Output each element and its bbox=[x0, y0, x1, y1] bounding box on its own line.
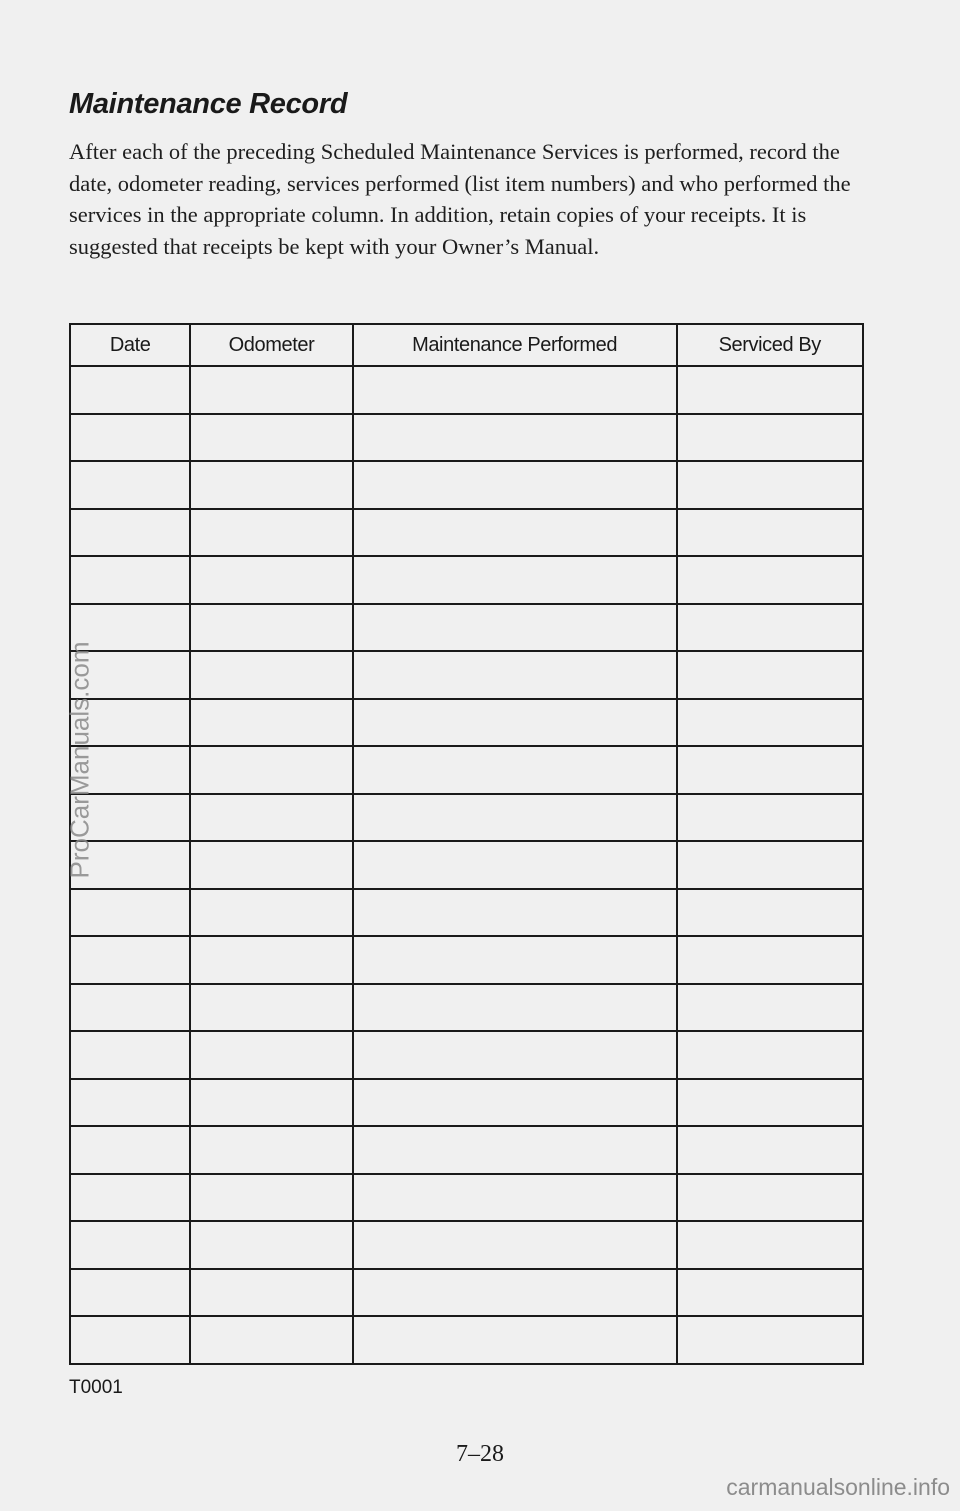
cell-odometer bbox=[190, 1031, 352, 1079]
cell-maintenance-performed bbox=[353, 936, 677, 984]
cell-odometer bbox=[190, 794, 352, 842]
cell-serviced-by bbox=[677, 746, 863, 794]
cell-maintenance-performed bbox=[353, 461, 677, 509]
table-row bbox=[70, 509, 863, 557]
intro-paragraph: After each of the preceding Scheduled Maintenance Services is performed, record the date, odometer reading, services performed (list item numbers) and who performed the services in the appropriate column. In addition, retain copies of your receipts. It is suggested that receipts be kept with your Owner’s Manual. bbox=[69, 139, 851, 259]
cell-serviced-by bbox=[677, 1221, 863, 1269]
cell-serviced-by bbox=[677, 414, 863, 462]
cell-maintenance-performed bbox=[353, 794, 677, 842]
cell-serviced-by bbox=[677, 1031, 863, 1079]
cell-date bbox=[70, 1079, 190, 1127]
cell-serviced-by bbox=[677, 1269, 863, 1317]
cell-maintenance-performed bbox=[353, 556, 677, 604]
cell-maintenance-performed bbox=[353, 604, 677, 652]
figure-code: T0001 bbox=[69, 1377, 123, 1398]
cell-serviced-by bbox=[677, 936, 863, 984]
table-row bbox=[70, 841, 863, 889]
cell-maintenance-performed bbox=[353, 651, 677, 699]
cell-maintenance-performed bbox=[353, 1269, 677, 1317]
table-row bbox=[70, 604, 863, 652]
side-watermark: ProCarManuals.com bbox=[64, 641, 95, 879]
table-row bbox=[70, 746, 863, 794]
cell-serviced-by bbox=[677, 841, 863, 889]
cell-odometer bbox=[190, 936, 352, 984]
cell-odometer bbox=[190, 984, 352, 1032]
table-row bbox=[70, 366, 863, 414]
table-row bbox=[70, 651, 863, 699]
cell-odometer bbox=[190, 699, 352, 747]
table-row bbox=[70, 889, 863, 937]
column-header-maintenance-performed: Maintenance Performed bbox=[353, 324, 677, 366]
table-row bbox=[70, 1031, 863, 1079]
cell-maintenance-performed bbox=[353, 746, 677, 794]
cell-serviced-by bbox=[677, 1079, 863, 1127]
table-row bbox=[70, 794, 863, 842]
cell-maintenance-performed bbox=[353, 1126, 677, 1174]
cell-date bbox=[70, 509, 190, 557]
cell-maintenance-performed bbox=[353, 366, 677, 414]
cell-odometer bbox=[190, 509, 352, 557]
cell-date bbox=[70, 889, 190, 937]
cell-serviced-by bbox=[677, 1174, 863, 1222]
maintenance-record-table bbox=[69, 323, 864, 1365]
table-row bbox=[70, 556, 863, 604]
cell-odometer bbox=[190, 366, 352, 414]
table-row bbox=[70, 699, 863, 747]
cell-serviced-by bbox=[677, 556, 863, 604]
cell-date bbox=[70, 1269, 190, 1317]
cell-date bbox=[70, 1221, 190, 1269]
cell-odometer bbox=[190, 1126, 352, 1174]
cell-serviced-by bbox=[677, 651, 863, 699]
cell-maintenance-performed bbox=[353, 1221, 677, 1269]
table-row bbox=[70, 1221, 863, 1269]
cell-odometer bbox=[190, 414, 352, 462]
cell-odometer bbox=[190, 1174, 352, 1222]
cell-serviced-by bbox=[677, 509, 863, 557]
cell-serviced-by bbox=[677, 461, 863, 509]
table-header-row bbox=[70, 324, 863, 366]
cell-date bbox=[70, 414, 190, 462]
cell-serviced-by bbox=[677, 794, 863, 842]
cell-maintenance-performed bbox=[353, 509, 677, 557]
cell-maintenance-performed bbox=[353, 414, 677, 462]
cell-odometer bbox=[190, 1079, 352, 1127]
cell-date bbox=[70, 984, 190, 1032]
table-row bbox=[70, 461, 863, 509]
column-header-odometer: Odometer bbox=[190, 324, 352, 366]
table-row bbox=[70, 1174, 863, 1222]
cell-maintenance-performed bbox=[353, 841, 677, 889]
footer-watermark: carmanualsonline.info bbox=[726, 1474, 950, 1500]
cell-date bbox=[70, 1316, 190, 1364]
cell-serviced-by bbox=[677, 1316, 863, 1364]
table-row bbox=[70, 414, 863, 462]
cell-date bbox=[70, 461, 190, 509]
cell-maintenance-performed bbox=[353, 984, 677, 1032]
cell-date bbox=[70, 1174, 190, 1222]
table-row bbox=[70, 984, 863, 1032]
cell-date bbox=[70, 1126, 190, 1174]
cell-odometer bbox=[190, 1316, 352, 1364]
cell-odometer bbox=[190, 651, 352, 699]
cell-serviced-by bbox=[677, 604, 863, 652]
cell-serviced-by bbox=[677, 984, 863, 1032]
cell-serviced-by bbox=[677, 366, 863, 414]
column-header-date: Date bbox=[70, 324, 190, 366]
column-header-serviced-by: Serviced By bbox=[677, 324, 863, 366]
page-number: 7–28 bbox=[456, 1441, 504, 1467]
table-body bbox=[70, 366, 863, 1364]
cell-serviced-by bbox=[677, 889, 863, 937]
cell-maintenance-performed bbox=[353, 1174, 677, 1222]
cell-maintenance-performed bbox=[353, 1031, 677, 1079]
cell-odometer bbox=[190, 746, 352, 794]
table-row bbox=[70, 1126, 863, 1174]
cell-serviced-by bbox=[677, 1126, 863, 1174]
cell-maintenance-performed bbox=[353, 889, 677, 937]
cell-maintenance-performed bbox=[353, 699, 677, 747]
table-row bbox=[70, 1316, 863, 1364]
cell-date bbox=[70, 556, 190, 604]
page-title: Maintenance Record bbox=[69, 88, 348, 120]
table-row bbox=[70, 1079, 863, 1127]
cell-odometer bbox=[190, 889, 352, 937]
cell-odometer bbox=[190, 1221, 352, 1269]
cell-maintenance-performed bbox=[353, 1316, 677, 1364]
table-row bbox=[70, 1269, 863, 1317]
cell-odometer bbox=[190, 604, 352, 652]
cell-date bbox=[70, 1031, 190, 1079]
table-row bbox=[70, 936, 863, 984]
cell-date bbox=[70, 366, 190, 414]
cell-maintenance-performed bbox=[353, 1079, 677, 1127]
cell-odometer bbox=[190, 841, 352, 889]
cell-odometer bbox=[190, 461, 352, 509]
cell-serviced-by bbox=[677, 699, 863, 747]
cell-odometer bbox=[190, 1269, 352, 1317]
cell-odometer bbox=[190, 556, 352, 604]
cell-date bbox=[70, 936, 190, 984]
